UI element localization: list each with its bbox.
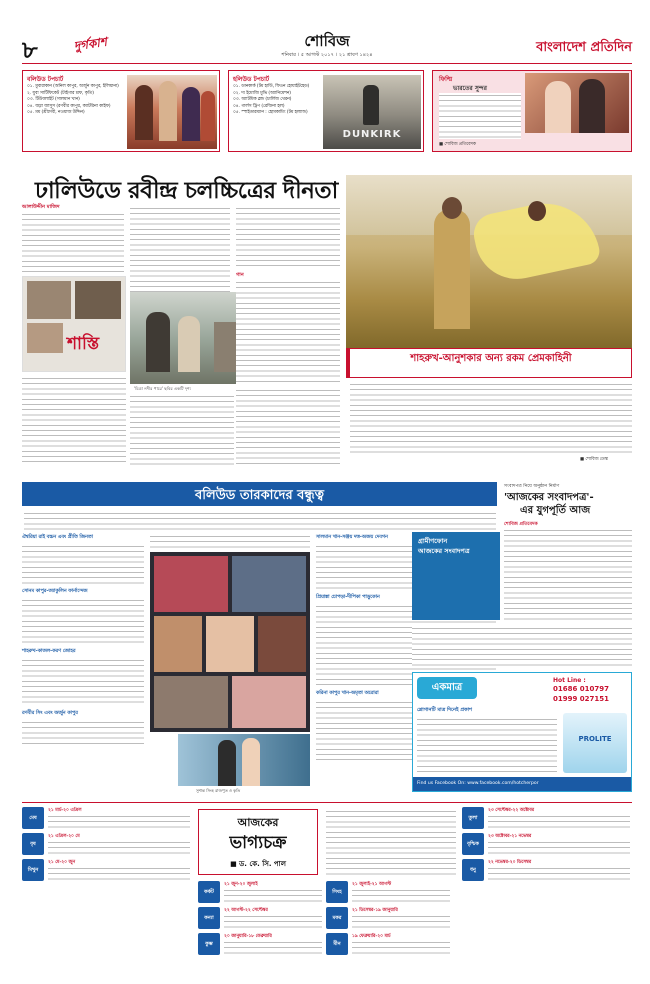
zodiac-badge: মিথুন bbox=[22, 859, 44, 881]
friends-headline: বলিউড তারকাদের বন্ধুত্ব bbox=[195, 488, 324, 503]
zodiac-date: ২১ এপ্রিল-২০ মে bbox=[48, 834, 80, 839]
sushant-kriti-caption: সুশান্ত সিংহ রাজপুত ও কৃতি bbox=[196, 788, 241, 793]
pair-heading: শাহরুখ-কাজল-করণ জোহর bbox=[22, 649, 76, 654]
pair-heading: করিনা কাপুর খান-অমৃতা অরোরা bbox=[316, 691, 379, 696]
list-item: ০৩. অ্যাটমিক ব্লন্ড (চার্লিজ থেরন) bbox=[233, 97, 292, 102]
rabindra-body-col5 bbox=[22, 376, 126, 466]
horoscope-sign-card bbox=[22, 807, 192, 831]
filmy-body bbox=[439, 93, 521, 139]
pair-heading: প্রিয়াঙ্কা চোপড়া-দীপিকা পাড়ুকোন bbox=[316, 595, 380, 600]
bollywood-top-list bbox=[27, 84, 123, 117]
zodiac-text bbox=[224, 914, 322, 930]
bollywood-top-title: বলিউড টপচার্ট bbox=[27, 76, 64, 83]
srk-headline-box bbox=[346, 348, 632, 378]
zodiac-badge: বৃশ্চিক bbox=[462, 833, 484, 855]
ad-product-box bbox=[563, 713, 627, 773]
pair-heading: সালমান খান-সঞ্জয় দত্ত-অজয় দেবগন bbox=[316, 535, 388, 540]
horoscope-sign-card bbox=[198, 881, 324, 905]
zodiac-date: ২১ জুন-২০ জুলাই bbox=[224, 882, 258, 887]
zodiac-text bbox=[48, 866, 190, 882]
paper-name: বাংলাদেশ প্রতিদিন bbox=[536, 40, 632, 55]
list-item: ০৪. গার্লস ট্রিপ (রেজিনা হল) bbox=[233, 103, 285, 109]
horoscope-section bbox=[22, 802, 632, 962]
horoscope-sign-card bbox=[198, 907, 324, 931]
section-logo: দুর্গকাশ bbox=[72, 34, 108, 54]
horoscope-sign-card bbox=[198, 933, 324, 957]
zodiac-badge: মেষ bbox=[22, 807, 44, 829]
list-item: ০৫. মম (শ্রীদেবী, নওয়াজ উদ্দিন) bbox=[27, 110, 85, 115]
filmy-subtitle: ভারতের সুন্দর bbox=[453, 85, 487, 92]
zodiac-text bbox=[488, 866, 630, 882]
pair-body bbox=[22, 658, 144, 706]
filmy-sign: ■ শোবিজ প্রতিবেদক bbox=[439, 142, 476, 147]
zodiac-date: ২১ জুলাই-২১ আগস্ট bbox=[352, 882, 392, 887]
zodiac-text bbox=[488, 840, 630, 856]
horoscope-title-1: আজকের bbox=[237, 816, 279, 829]
zodiac-badge: কন্যা bbox=[198, 907, 220, 929]
srk-anushka-image bbox=[346, 175, 632, 355]
zodiac-date: ২১ ডিসেম্বর-১৯ জানুয়ারি bbox=[352, 908, 398, 913]
ad-tagline: শ্লোগানটি মাত্র দিনেই প্রকাশ bbox=[417, 707, 473, 713]
zodiac-badge: মকর bbox=[326, 907, 348, 929]
zodiac-badge: কুম্ভ bbox=[198, 933, 220, 955]
ad-brand-logo: একমাত্র bbox=[417, 677, 477, 699]
srk-headline: শাহরুখ-আনুশকার অন্য রকম প্রেমকাহিনী bbox=[410, 353, 572, 364]
horoscope-sign-card bbox=[462, 833, 632, 857]
grameen-program-image bbox=[412, 532, 500, 620]
horoscope-sign-card bbox=[462, 807, 632, 831]
zodiac-date: ২১ মার্চ-২০ এপ্রিল bbox=[48, 808, 82, 813]
ad-phone-1[interactable]: 01686 010797 bbox=[553, 685, 610, 693]
horoscope-sign-card bbox=[326, 881, 452, 905]
zodiac-badge: মীন bbox=[326, 933, 348, 955]
zodiac-badge: সিংহ bbox=[326, 881, 348, 903]
rabindra-body-col1 bbox=[22, 212, 124, 272]
horoscope-author: ■ ড. কে. সি. পাল bbox=[230, 860, 286, 868]
rabindra-body-col4 bbox=[236, 280, 340, 384]
masthead bbox=[22, 30, 632, 64]
ad-hotline-label: Hot Line : bbox=[553, 677, 586, 684]
ad-facebook-link[interactable]: Find us Facebook On: www.facebook.com/hotcherpor bbox=[417, 781, 539, 786]
zodiac-text bbox=[224, 888, 322, 904]
gaan-subheading: গান bbox=[236, 272, 244, 278]
horoscope-sign-card bbox=[22, 859, 192, 883]
shasti-film-image bbox=[22, 276, 126, 372]
rabindra-headline: ঢালিউডে রবীন্দ্র চলচ্চিত্রের দীনতা bbox=[35, 178, 338, 204]
hollywood-top-box bbox=[228, 70, 424, 152]
list-item: ০৫. স্পাইডারম্যান : হোমকামিং (টম হল্যান্ড) bbox=[233, 110, 308, 115]
hotline-ad bbox=[412, 672, 632, 792]
dunkirk-poster-image bbox=[323, 75, 421, 149]
grameen-kicker: সংবাদপত্র নিয়ে অনুষ্ঠান নির্মাণ bbox=[504, 484, 560, 489]
rabindra-body-col6 bbox=[130, 394, 234, 466]
zodiac-date: ২১ মে-২০ জুন bbox=[48, 860, 76, 865]
list-item: ০৩. টিউবলাইট (সালমান খান) bbox=[27, 97, 80, 102]
horoscope-sign-card bbox=[462, 859, 632, 883]
pair-heading: রণবীর সিং এবং অর্জুন কাপুর bbox=[22, 711, 78, 716]
grameen-body-2 bbox=[412, 626, 632, 668]
zodiac-date: ২০ জানুয়ারি-১৮ ফেব্রুয়ারি bbox=[224, 934, 272, 939]
horoscope-sign-card bbox=[326, 907, 452, 931]
zodiac-text bbox=[48, 814, 190, 830]
page-number: ৮ bbox=[22, 35, 38, 64]
bollywood-top-box bbox=[22, 70, 220, 152]
ad-facebook-bar bbox=[413, 777, 631, 791]
hollywood-top-title: হলিউড টপচার্ট bbox=[233, 76, 270, 83]
zodiac-badge: তুলা bbox=[462, 807, 484, 829]
srk-body bbox=[350, 382, 632, 454]
friends-left-column bbox=[22, 534, 144, 796]
zodiac-badge: কর্কট bbox=[198, 881, 220, 903]
bollywood-poster-image bbox=[127, 75, 217, 149]
zodiac-text bbox=[48, 840, 190, 856]
dateline: শনিবার । ৫ আগস্ট ২০১৭ । ২১ শ্রাবণ ১৪২৪ bbox=[281, 52, 373, 58]
ad-phone-2[interactable]: 01999 027151 bbox=[553, 695, 610, 703]
poster-title: DUNKIRK bbox=[342, 129, 402, 140]
horoscope-sign-card bbox=[326, 933, 452, 957]
zodiac-badge: ধনু bbox=[462, 859, 484, 881]
friends-collage-image bbox=[150, 552, 310, 732]
pair-body bbox=[22, 544, 144, 584]
list-item: ২. যুবা সার্টিফিকেট (টাইগার শ্রফ, কৃতি) bbox=[27, 90, 94, 96]
chitra-caption: 'চিত্রা নদীর পারে' ছবির একটি দৃশ্য bbox=[134, 386, 191, 391]
rabindra-body-col3 bbox=[236, 206, 340, 270]
filmy-title: ফিল্মি bbox=[439, 76, 453, 83]
pair-heading: সোনম কাপুর-জ্যাকুলিন ফার্নান্দেজ bbox=[22, 589, 88, 594]
list-item: ০১. ডানকার্ক (টম হার্ডি, ফিওন হোয়াইটহেড) bbox=[233, 84, 310, 89]
zodiac-date: ২২ নভেম্বর-২০ ডিসেম্বর bbox=[488, 860, 532, 865]
zodiac-badge: বৃষ bbox=[22, 833, 44, 855]
list-item: ০৪. জগ্গা জাসুস (রণবীর কাপুর, ক্যাটরিনা কাইফ) bbox=[27, 103, 111, 109]
shasti-title: শাস্তি bbox=[67, 334, 100, 354]
section-name: শোবিজ bbox=[304, 32, 350, 50]
filmy-couple-image bbox=[525, 73, 629, 133]
zodiac-text bbox=[224, 940, 322, 956]
grameen-logo: গ্রামীণফোন bbox=[418, 537, 448, 545]
zodiac-date: ২৩ সেপ্টেম্বর-২২ অক্টোবর bbox=[488, 808, 535, 813]
horoscope-title-2: ভাগ্যচক্র bbox=[229, 833, 287, 853]
rabindra-body-col7 bbox=[236, 388, 340, 466]
horoscope-title-box bbox=[198, 809, 318, 875]
horoscope-sign-card bbox=[22, 833, 192, 857]
rabindra-byline: আলাউদ্দীন মাজিদ bbox=[22, 204, 60, 210]
grameen-logo-sub: আজকের সংবাদপত্র bbox=[418, 547, 470, 555]
grameen-body bbox=[504, 528, 632, 620]
list-item: ০১. মুবারাকান (অনিল কাপুর, অর্জুন কাপুর, ইলিয়ানা) bbox=[27, 84, 119, 89]
friends-headline-bar bbox=[22, 482, 497, 506]
srk-sign: ■ শোবিজ ডেস্ক bbox=[580, 457, 608, 462]
friends-intro bbox=[24, 511, 496, 531]
grameen-sign: শোবিজ প্রতিবেদক bbox=[504, 522, 538, 527]
rabindra-body-col2 bbox=[130, 206, 230, 292]
sushant-kriti-image bbox=[178, 734, 310, 786]
zodiac-date: ২২ আগস্ট-২২ সেপ্টেম্বর bbox=[224, 908, 268, 913]
zodiac-text bbox=[352, 940, 450, 956]
ad-text bbox=[417, 717, 557, 773]
grameen-title-1: 'আজকের সংবাদপত্র'- bbox=[504, 492, 594, 503]
hollywood-top-list bbox=[233, 84, 319, 117]
filmy-box bbox=[432, 70, 632, 152]
zodiac-date: ১৯ ফেব্রুয়ারি-২০ মার্চ bbox=[352, 934, 391, 939]
zodiac-text bbox=[488, 814, 630, 830]
pair-body bbox=[22, 598, 144, 644]
pair-heading: ঐশ্বরিয়া রাই বচ্চন এবং প্রীতি জিনতা bbox=[22, 535, 93, 540]
list-item: ০২. দ্য ইমোজি মুভি (অ্যানিমেশন) bbox=[233, 90, 291, 96]
friends-center-text bbox=[150, 534, 310, 550]
zodiac-date: ২৩ অক্টোবর-২১ নভেম্বর bbox=[488, 834, 532, 839]
grameen-title-2: এর যুগপূর্তি আজ bbox=[520, 505, 591, 516]
pair-body bbox=[22, 720, 144, 744]
zodiac-text bbox=[352, 888, 450, 904]
ad-product-name: PROLITE bbox=[578, 735, 612, 743]
zodiac-text bbox=[352, 914, 450, 930]
horoscope-intro bbox=[326, 809, 456, 875]
